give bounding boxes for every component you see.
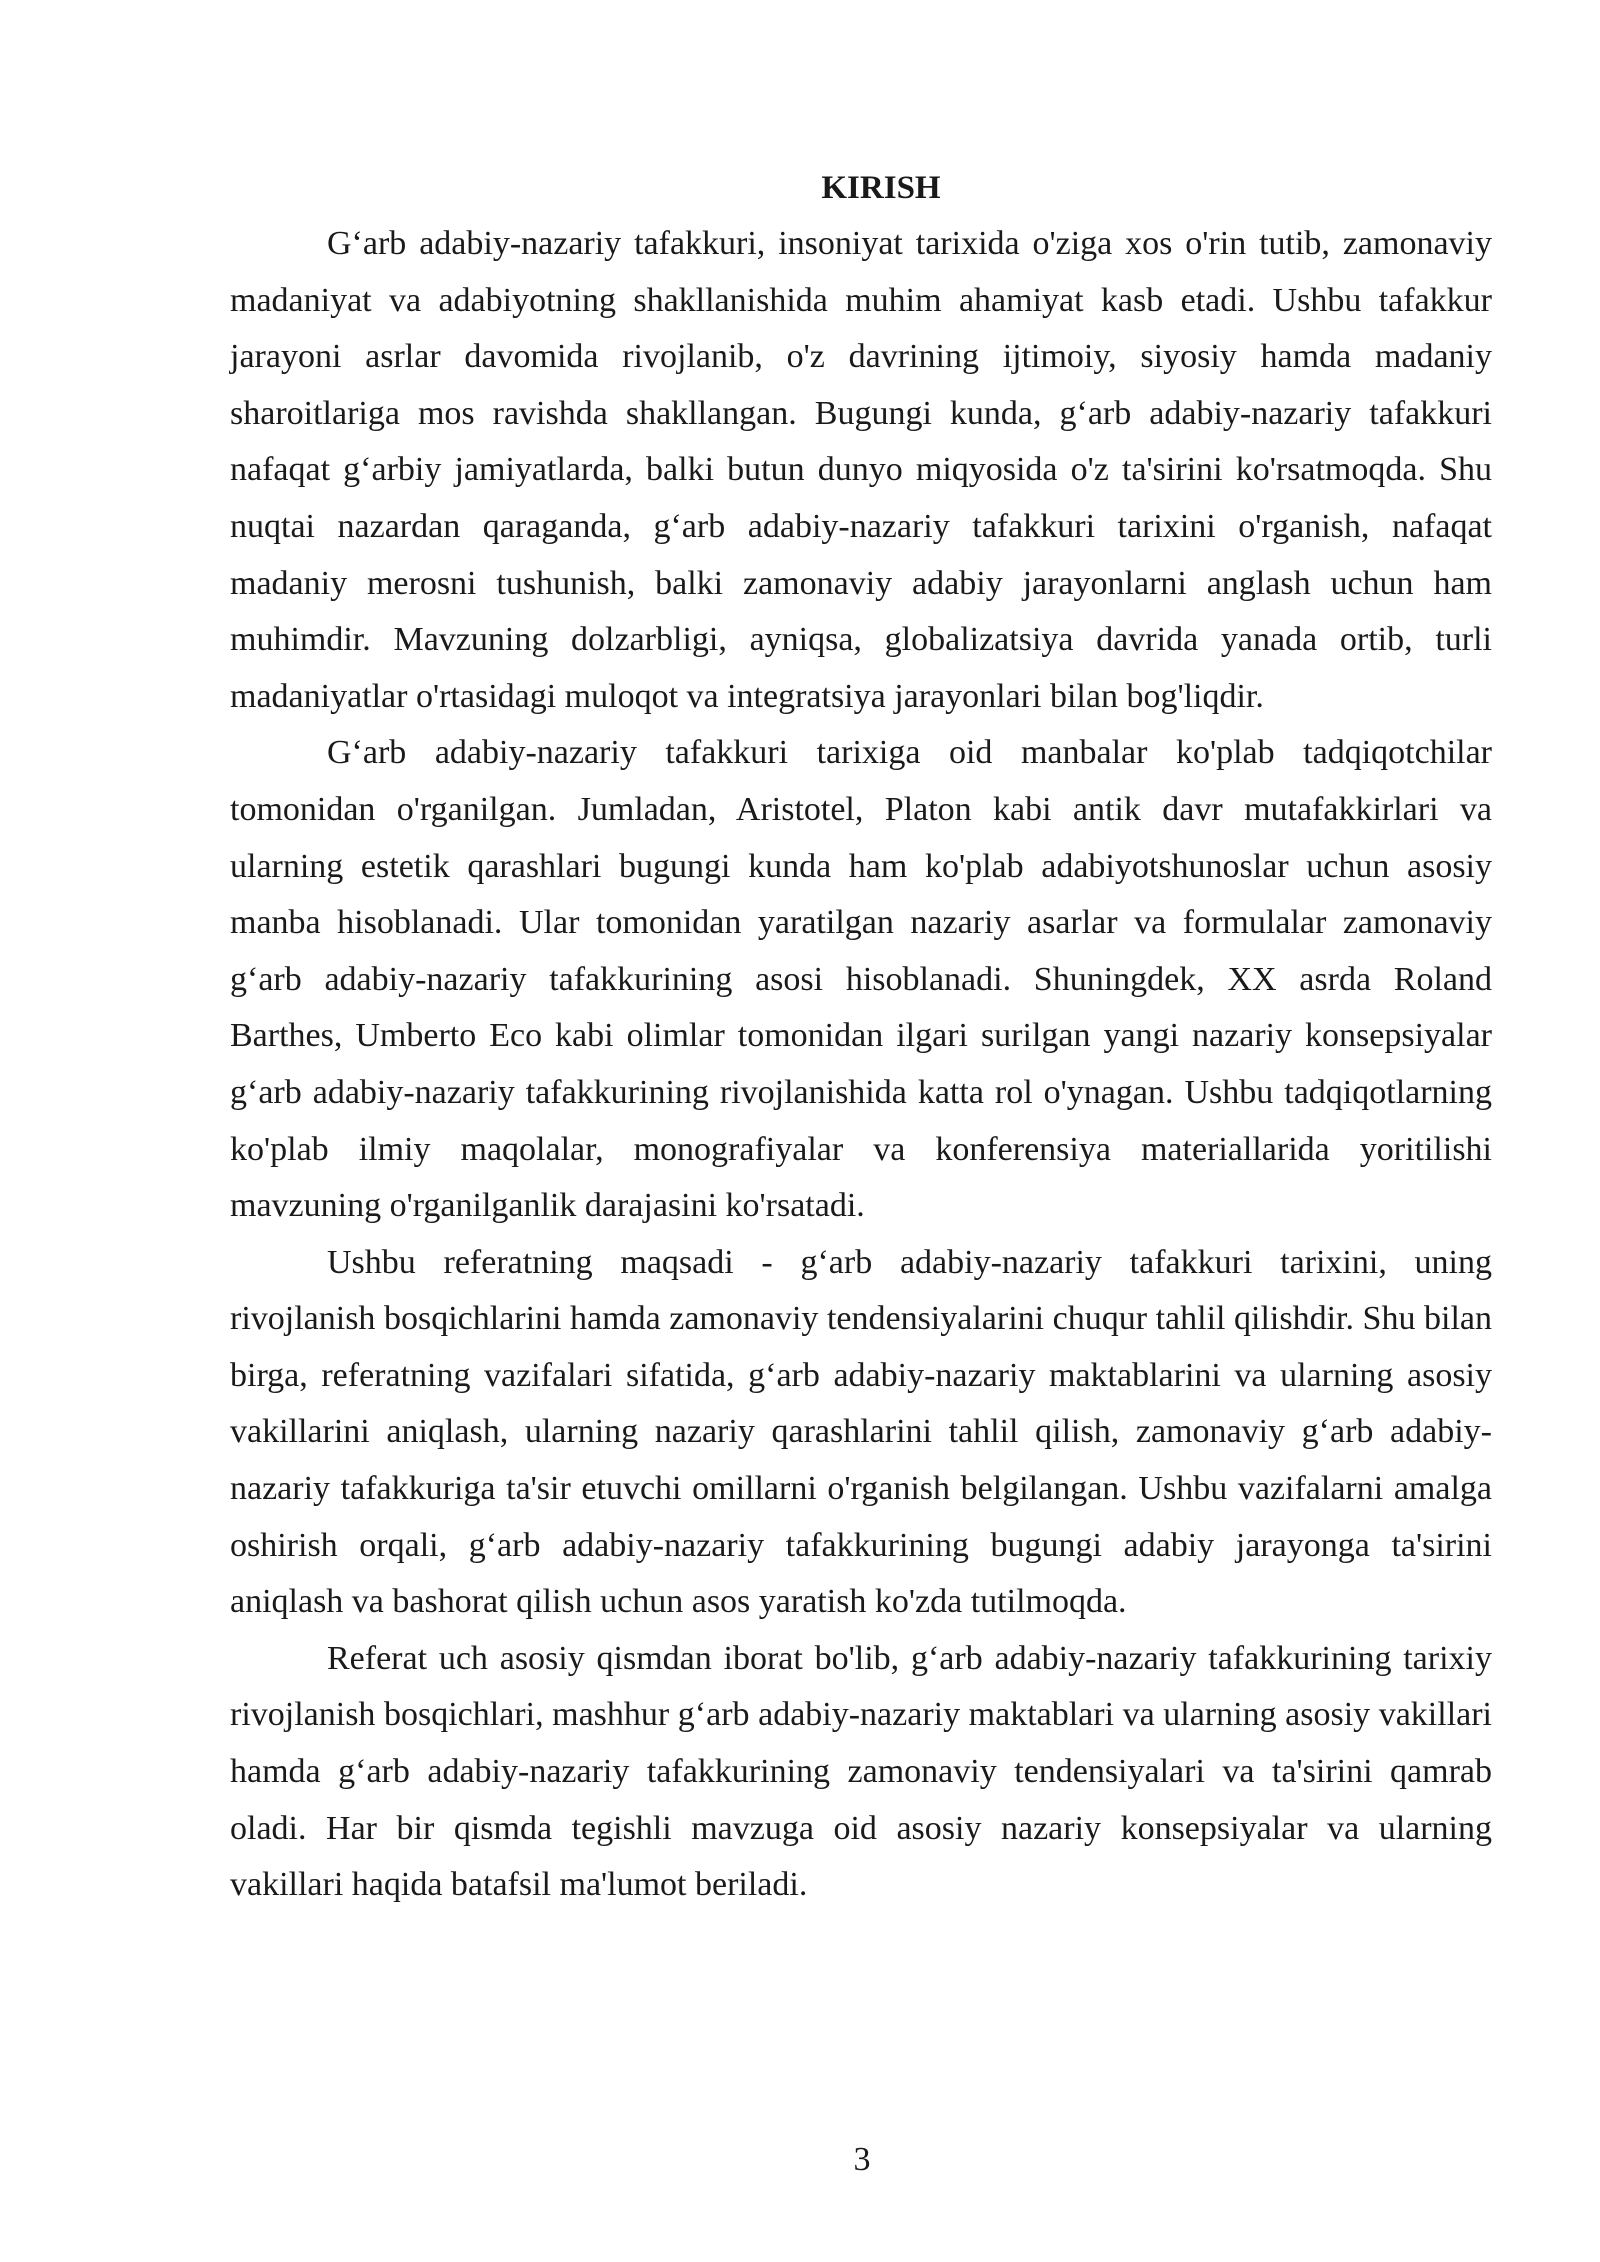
paragraph-2: G‘arb adabiy-nazariy tafakkuri tarixiga oid manbalar ko'plab tadqiqotchilar tomonidan o'rganilgan. Jumladan, Aristotel, Platon kabi antik davr mutafakkirlari va ularning estetik qarashlari bugungi kunda ham ko'plab adabiyotshunoslar uchun asosiy manba hisoblanadi. Ular tomonidan yaratilgan nazariy asarlar va formulalar zamonaviy g‘arb adabiy-nazariy tafakkurining asosi hisoblanadi. Shuningdek, XX asrda Roland Barthes, Umberto Eco kabi olimlar tomonidan ilgari surilgan yangi nazariy konsepsiyalar g‘arb adabiy-nazariy tafakkurining rivojlanishida katta rol o'ynagan. Ushbu tadqiqotlarning ko'plab ilmiy maqolalar, monografiyalar va konferensiya materiallarida yoritilishi mavzuning o'rganilganlik darajasini ko'rsatadi. <box>230 734 1492 1225</box>
document-page <box>230 160 1492 1914</box>
section-title: KIRISH <box>821 170 941 206</box>
paragraph-3: Ushbu referatning maqsadi - g‘arb adabiy-nazariy tafakkuri tarixini, uning rivojlanish bosqichlarini hamda zamonaviy tendensiyalarini chuqur tahlil qilishdir. Shu bilan birga, referatning vazifalari sifatida, g‘arb adabiy-nazariy maktablarini va ularning asosiy vakillarini aniqlash, ularning nazariy qarashlarini tahlil qilish, zamonaviy g‘arb adabiy-nazariy tafakkuriga ta'sir etuvchi omillarni o'rganish belgilangan. Ushbu vazifalarni amalga oshirish orqali, g‘arb adabiy-nazariy tafakkurining bugungi adabiy jarayonga ta'sirini aniqlash va bashorat qilish uchun asos yaratish ko'zda tutilmoqda. <box>230 1243 1492 1621</box>
paragraph-4: Referat uch asosiy qismdan iborat bo'lib, g‘arb adabiy-nazariy tafakkurining tarixiy rivojlanish bosqichlari, mashhur g‘arb adabiy-nazariy maktablari va ularning asosiy vakillari hamda g‘arb adabiy-nazariy tafakkurining zamonaviy tendensiyalari va ta'sirini qamrab oladi. Har bir qismda tegishli mavzuga oid asosiy nazariy konsepsiyalar va ularning vakillari haqida batafsil ma'lumot beriladi. <box>230 1639 1492 1904</box>
paragraph-1: G‘arb adabiy-nazariy tafakkuri, insoniyat tarixida o'ziga xos o'rin tutib, zamonaviy madaniyat va adabiyotning shakllanishida muhim ahamiyat kasb etadi. Ushbu tafakkur jarayoni asrlar davomida rivojlanib, o'z davrining ijtimoiy, siyosiy hamda madaniy sharoitlariga mos ravishda shakllangan. Bugungi kunda, g‘arb adabiy-nazariy tafakkuri nafaqat g‘arbiy jamiyatlarda, balki butun dunyo miqyosida o'z ta'sirini ko'rsatmoqda. Shu nuqtai nazardan qaraganda, g‘arb adabiy-nazariy tafakkuri tarixini o'rganish, nafaqat madaniy merosni tushunish, balki zamonaviy adabiy jarayonlarni anglash uchun ham muhimdir. Mavzuning dolzarbligi, ayniqsa, globalizatsiya davrida yanada ortib, turli madaniyatlar o'rtasidagi muloqot va integratsiya jarayonlari bilan bog'liqdir. <box>230 225 1492 715</box>
page-number: 3 <box>853 2141 871 2178</box>
